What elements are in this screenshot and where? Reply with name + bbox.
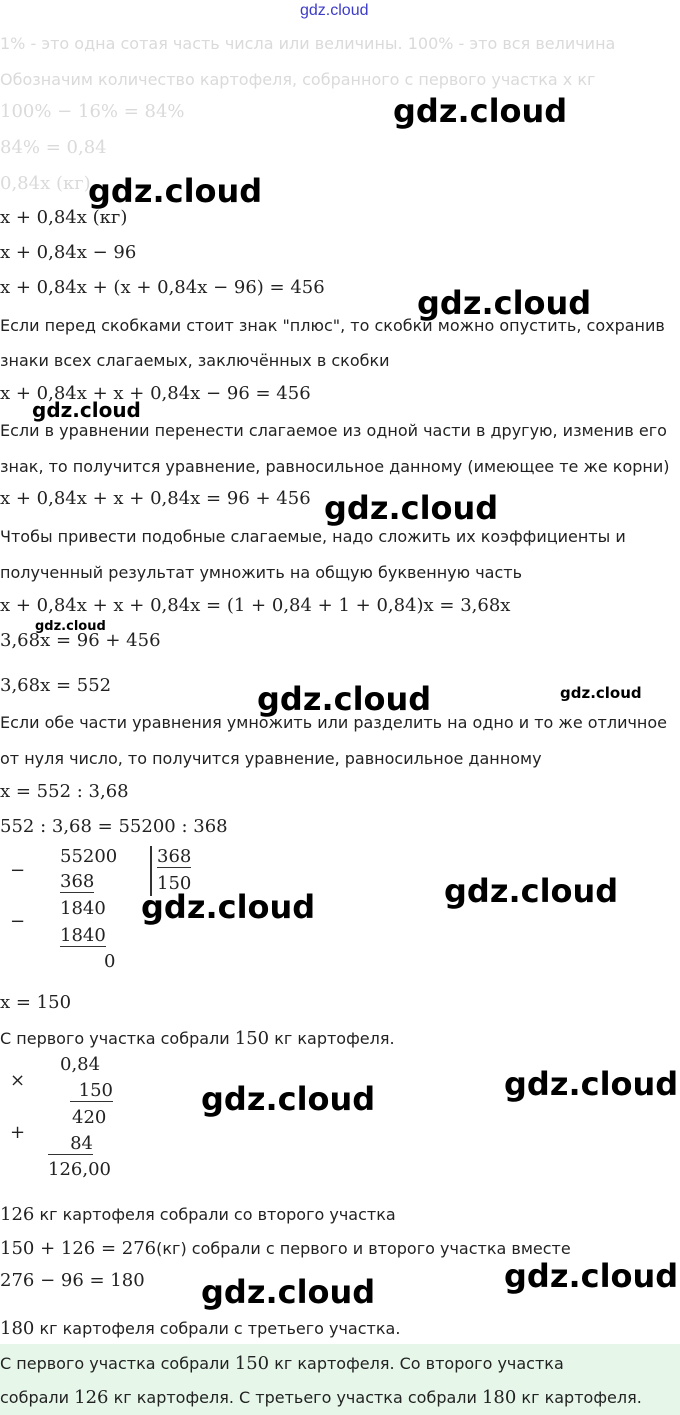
division-dividend: 55200 <box>60 846 118 867</box>
rule-transfer-2: знак, то получится уравнение, равносильное данному (имеющее те же корни) <box>0 457 670 476</box>
faded-line-4: 84% = 0,84 <box>0 137 107 158</box>
equation-result: 3,68x = 552 <box>0 675 112 696</box>
watermark: gdz.cloud <box>444 872 619 910</box>
mult-partial-2: 84 <box>48 1133 93 1155</box>
rule-brackets-1: Если перед скобками стоит знак "плюс", то скобки можно опустить, сохранив <box>0 316 665 335</box>
rule-like-terms-1: Чтобы привести подобные слагаемые, надо сложить их коэффициенты и <box>0 527 626 546</box>
watermark: gdz.cloud <box>32 398 141 422</box>
faded-line-2: Обозначим количество картофеля, собранного с первого участка x кг <box>0 70 596 89</box>
rule-divide-1: Если обе части уравнения умножить или разделить на одно и то же отличное <box>0 713 668 732</box>
second-plot-result: 126 кг картофеля собрали со второго участка <box>0 1204 396 1225</box>
equation-x-division: x = 552 : 3,68 <box>0 781 129 802</box>
division-minus-1: − <box>10 860 26 881</box>
watermark: gdz.cloud <box>201 1080 376 1118</box>
division-remainder-1: 1840 <box>60 898 106 919</box>
watermark: gdz.cloud <box>324 489 499 527</box>
faded-line-3: 100% − 16% = 84% <box>0 101 185 122</box>
division-rewrite: 552 : 3,68 = 55200 : 368 <box>0 816 228 837</box>
mult-times-sign: × <box>10 1070 26 1091</box>
mult-result: 126,00 <box>48 1159 111 1180</box>
division-remainder-final: 0 <box>104 951 116 972</box>
watermark: gdz.cloud <box>417 284 592 322</box>
faded-line-5: 0,84x (кг) <box>0 173 91 194</box>
division-minus-2: − <box>10 911 26 932</box>
equation-no-brackets: x + 0,84x + x + 0,84x − 96 = 456 <box>0 383 311 404</box>
expr-first-plus-second: x + 0,84x (кг) <box>0 207 128 228</box>
watermark: gdz.cloud <box>201 1273 376 1311</box>
third-plot-calc: 276 − 96 = 180 <box>0 1270 145 1291</box>
expr-third: x + 0,84x − 96 <box>0 242 137 263</box>
rule-divide-2: от нуля число, то получится уравнение, равносильное данному <box>0 749 542 768</box>
watermark: gdz.cloud <box>257 680 432 718</box>
x-value: x = 150 <box>0 992 72 1013</box>
third-plot-result: 180 кг картофеля собрали с третьего участка. <box>0 1318 401 1339</box>
answer-line-2: собрали 126 кг картофеля. С третьего участка собрали 180 кг картофеля. <box>0 1387 642 1408</box>
mult-partial-1: 420 <box>72 1107 107 1128</box>
watermark: gdz.cloud <box>504 1257 679 1295</box>
equation-transferred: x + 0,84x + x + 0,84x = 96 + 456 <box>0 488 311 509</box>
equation-like-terms: x + 0,84x + x + 0,84x = (1 + 0,84 + 1 + 0,84)x = 3,68x <box>0 595 511 616</box>
mult-factor-b: 150 <box>70 1080 113 1102</box>
faded-line-1: 1% - это одна сотая часть числа или величины. 100% - это вся величина <box>0 34 616 53</box>
watermark: gdz.cloud <box>88 172 263 210</box>
equation-simplified: 3,68x = 96 + 456 <box>0 630 161 651</box>
rule-transfer-1: Если в уравнении перенести слагаемое из одной части в другую, изменив его <box>0 421 667 440</box>
division-divisor: 368 <box>157 846 192 867</box>
mult-factor-a: 0,84 <box>60 1054 101 1075</box>
answer-box <box>0 1344 680 1415</box>
equation-main: x + 0,84x + (x + 0,84x − 96) = 456 <box>0 277 325 298</box>
rule-like-terms-2: полученный результат умножить на общую буквенную часть <box>0 563 523 582</box>
division-subtrahend-1: 368 <box>60 871 95 892</box>
watermark: gdz.cloud <box>35 619 106 634</box>
first-plot-result: С первого участка собрали 150 кг картофеля. <box>0 1028 395 1049</box>
answer-line-1: С первого участка собрали 150 кг картофеля. Со второго участка <box>0 1353 564 1374</box>
watermark: gdz.cloud <box>393 92 568 130</box>
division-subtrahend-2: 1840 <box>60 925 106 946</box>
top-site-link[interactable]: gdz.cloud <box>300 2 369 19</box>
rule-brackets-2: знаки всех слагаемых, заключённых в скобки <box>0 351 390 370</box>
watermark: gdz.cloud <box>560 684 642 702</box>
first-second-sum: 150 + 126 = 276(кг) собрали с первого и второго участка вместе <box>0 1238 571 1259</box>
mult-plus-sign: + <box>10 1122 26 1143</box>
division-quotient: 150 <box>157 873 192 894</box>
watermark: gdz.cloud <box>141 888 316 926</box>
watermark: gdz.cloud <box>504 1065 679 1103</box>
